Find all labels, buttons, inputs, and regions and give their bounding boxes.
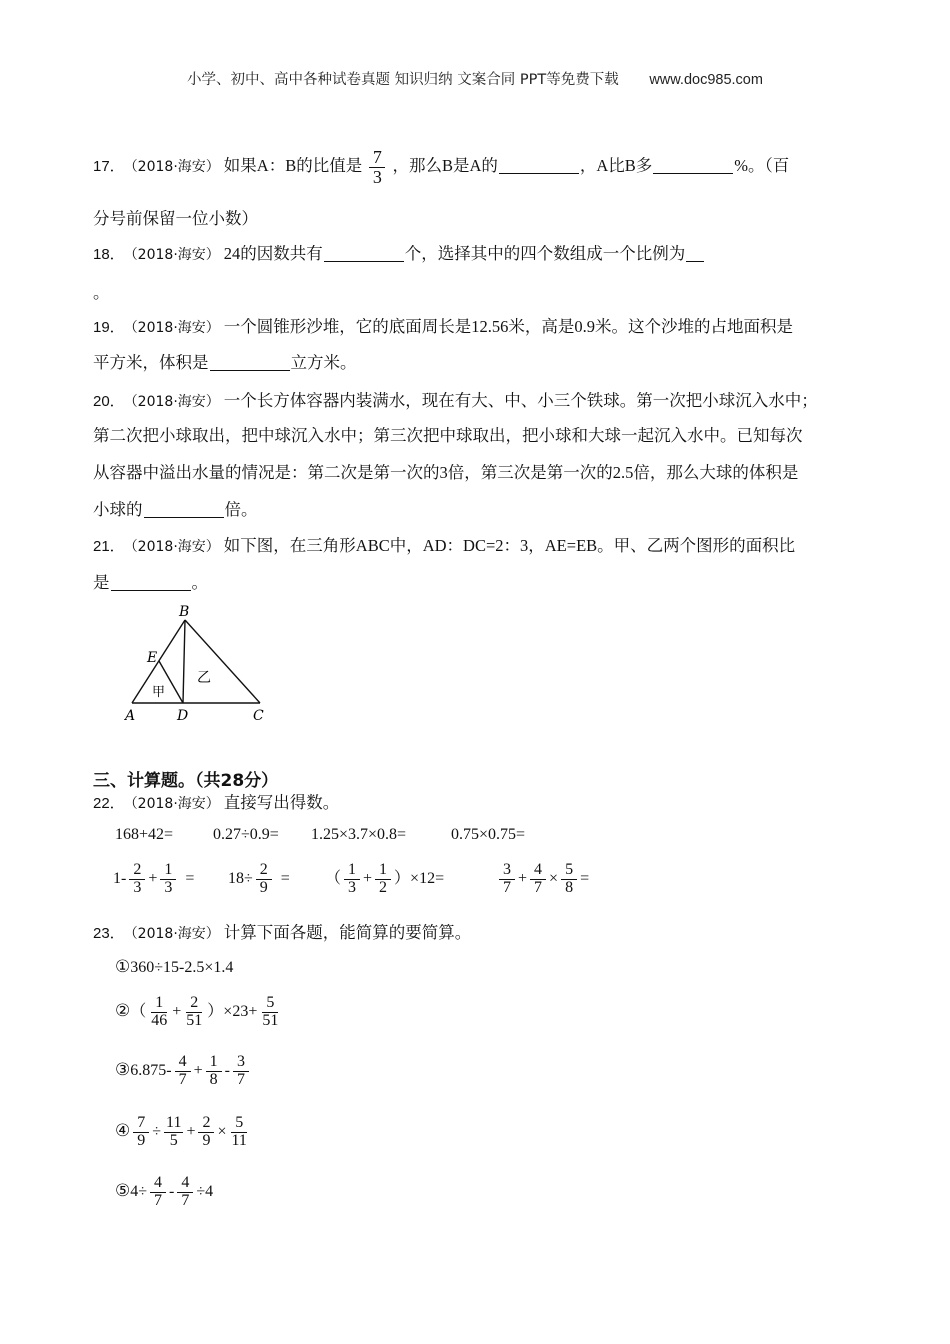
expr-text: ）×23+ [207,1002,258,1020]
question-17-line2: 分号前保留一位小数） [93,209,258,228]
header-text: 小学、初中、高中各种试卷真题 知识归纳 文案合同 PPT等免费下载 [187,72,619,88]
question-source: （2018·海安） [130,159,220,176]
answer-blank[interactable] [499,156,579,174]
fraction [150,1175,166,1210]
question-source: （2018·海安） [130,926,220,942]
denominator: 5 [169,1131,178,1149]
operator: × [217,1122,227,1140]
question-text: ，那么B是A的 [392,156,498,176]
denominator: 7 [503,878,511,896]
question-number: 21． [93,538,125,555]
question-22 [93,792,339,815]
question-number: 23． [93,925,125,942]
question-number: 22． [93,795,125,812]
answer-blank[interactable] [144,500,224,518]
question-text: 直接写出得数。 [223,793,340,812]
denominator: 9 [259,878,268,896]
expr-text: = [280,869,290,887]
numerator: 4 [175,1054,191,1072]
expr-text: （ [325,869,342,887]
operator: + [193,1061,203,1079]
fraction [369,148,385,187]
problem-4 [115,1115,252,1150]
fraction [184,995,204,1030]
denominator: 9 [202,1131,211,1149]
item-marker: ① [115,957,131,977]
denominator: 8 [565,878,574,896]
question-source: （2018·海安） [130,796,220,812]
denominator: 51 [262,1011,279,1029]
question-text: 一个圆锥形沙堆，它的底面周长是12.56米，高是0.9米。这个沙堆的占地面积是 [223,317,794,336]
numerator: 2 [256,862,272,880]
fraction [133,1115,149,1150]
numerator: 1 [151,995,167,1013]
denominator: 7 [534,878,543,896]
calc-item: 0.75×0.75= [451,826,526,843]
label-e: E [147,650,158,666]
question-text: 是 [93,573,110,592]
denominator: 7 [154,1191,163,1209]
problem-2 [115,995,283,1030]
header-url[interactable]: www.doc985.com [649,72,763,88]
denominator: 3 [164,878,173,896]
operator: ÷ [152,1122,162,1140]
numerator: 7 [369,148,385,168]
calc-item [325,862,444,897]
calc-item: 1.25×3.7×0.8= [311,826,407,843]
numerator: 2 [198,1115,214,1133]
question-text: 一个长方体容器内装满水，现在有大、中、小三个铁球。第一次把小球沉入水中； [223,391,818,410]
question-number: 17． [93,158,125,176]
fraction [530,862,546,897]
fraction [149,995,169,1030]
triangle-figure [115,600,285,725]
question-text: 计算下面各题，能简算的要简算。 [223,923,472,942]
answer-blank[interactable] [324,244,404,262]
question-19 [93,316,793,339]
question-number: 18． [93,246,125,263]
item-marker: ⑤ [115,1180,131,1201]
item-marker: ③ [115,1059,131,1080]
denominator: 3 [372,166,382,187]
numerator: 4 [530,862,546,880]
fraction [230,1115,249,1150]
fraction [129,862,145,897]
item-marker: ② [115,1000,131,1021]
expr-text: 360÷15-2.5×1.4 [130,959,234,976]
operator: + [518,869,528,887]
operator: - [169,1182,175,1200]
answer-blank[interactable] [686,244,704,262]
question-text: 如下图，在三角形ABC中，AD：DC=2：3，AE=EB。甲、乙两个图形的面积比 [223,536,796,555]
segment-bd [183,620,185,703]
calc-item: 0.27÷0.9= [213,826,279,843]
question-text: 平方米，体积是 [93,353,209,372]
question-20-line2: 第二次把小球取出，把中球沉入水中；第三次把中球取出，把小球和大球一起沉入水中。已知每次 [93,426,803,445]
question-text: 倍。 [224,500,258,519]
denominator: 11 [231,1131,247,1149]
calc-item [113,862,194,897]
fraction [233,1054,249,1089]
fraction [177,1175,193,1210]
question-text: 24的因数共有 [223,244,323,263]
denominator: 51 [186,1011,203,1029]
question-text: 如果A：B的比值是 [223,156,363,176]
answer-blank[interactable] [210,353,290,371]
problem-5 [115,1175,213,1210]
numerator: 3 [499,862,515,880]
numerator: 1 [375,862,391,880]
denominator: 2 [379,878,388,896]
question-18-line2: 。 [93,283,110,302]
answer-blank[interactable] [111,573,191,591]
calc-item: 168+42= [115,826,174,843]
problem-3 [115,1054,252,1089]
page-header [0,68,950,89]
numerator: 4 [177,1175,193,1193]
fraction [375,862,391,897]
numerator: 4 [150,1175,166,1193]
operator: + [363,869,373,887]
denominator: 46 [151,1011,168,1029]
question-text: ，A比B多 [579,156,653,176]
label-b: B [179,604,190,620]
question-text: 。 [191,573,208,592]
fraction [206,1054,222,1089]
fraction [561,862,577,897]
operator: - [224,1061,230,1079]
numerator: 2 [186,995,202,1013]
expr-text: 1- [113,869,127,887]
question-text: 立方米。 [290,353,357,372]
region-jia: 甲 [152,685,166,700]
expr-text: = [580,869,590,887]
fraction [344,862,360,897]
numerator: 3 [233,1054,249,1072]
question-21 [93,535,795,558]
denominator: 3 [348,878,357,896]
fraction [260,995,280,1030]
expr-text: = [185,869,195,887]
fraction [499,862,515,897]
question-18 [93,243,705,266]
question-text: 个，选择其中的四个数组成一个比例为 [404,244,686,263]
denominator: 7 [236,1070,245,1088]
question-23 [93,922,471,945]
fraction [256,862,272,897]
expr-text: （ [130,1002,147,1020]
question-source: （2018·海安） [130,539,220,555]
fraction [198,1115,214,1150]
numerator: 5 [561,862,577,880]
question-source: （2018·海安） [130,247,220,263]
label-d: D [177,708,189,724]
numerator: 2 [129,862,145,880]
answer-blank[interactable] [653,156,733,174]
expr-text: 18÷ [228,869,253,887]
question-source: （2018·海安） [130,394,220,410]
expr-text: 4÷ [130,1182,148,1200]
expr-text: 6.875- [130,1061,172,1079]
operator: + [186,1122,196,1140]
fraction [175,1054,191,1089]
problem-1 [115,957,233,977]
denominator: 8 [209,1070,218,1088]
numerator: 1 [160,862,176,880]
question-19-line2 [93,352,357,374]
question-number: 20． [93,393,125,410]
question-20-line4 [93,499,258,521]
question-number: 19． [93,319,125,336]
question-text: 小球的 [93,500,143,519]
calc-item [228,862,290,897]
numerator: 7 [133,1115,149,1133]
calc-item [496,862,589,897]
question-17 [93,148,789,187]
numerator: 11 [166,1114,182,1131]
fraction [164,1115,183,1150]
region-yi: 乙 [197,670,211,686]
expr-text: ）×12= [394,869,445,887]
operator: + [172,1002,182,1020]
item-marker: ④ [115,1120,131,1141]
numerator: 1 [344,862,360,880]
section-title: 三、计算题。（共28分） [93,771,279,791]
operator: + [148,869,158,887]
numerator: 5 [231,1115,247,1133]
denominator: 7 [181,1191,190,1209]
numerator: 1 [206,1054,222,1072]
question-21-line2 [93,572,208,594]
denominator: 3 [133,878,142,896]
question-source: （2018·海安） [130,320,220,336]
denominator: 9 [137,1131,146,1149]
operator: × [549,869,559,887]
denominator: 7 [178,1070,187,1088]
numerator: 5 [262,995,278,1013]
question-20 [93,390,818,413]
question-text: %。（百 [734,156,790,176]
question-20-line3: 从容器中溢出水量的情况是：第二次是第一次的3倍，第三次是第一次的2.5倍，那么大球的体积是 [93,463,799,482]
fraction [160,862,176,897]
label-a: A [125,708,136,724]
expr-text: ÷4 [196,1182,214,1200]
label-c: C [253,708,264,724]
side-bc [185,620,260,703]
